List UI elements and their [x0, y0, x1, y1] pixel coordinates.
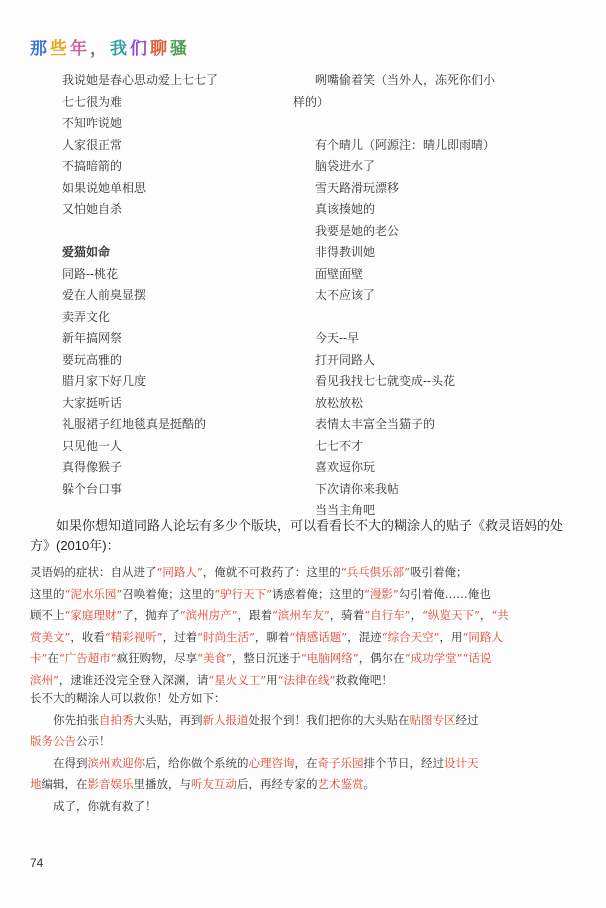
highlighted-forum-name: “美食”: [197, 651, 232, 665]
page-header: [30, 34, 190, 59]
text-segment: 编辑，在: [41, 777, 88, 791]
highlighted-forum-name: 听友互动: [191, 777, 237, 791]
poem-line: 放松放松: [315, 395, 364, 410]
highlighted-forum-name: “纵览天下”: [422, 608, 480, 622]
highlighted-forum-name: 滨州欢迎你: [87, 755, 145, 770]
header-char: 我: [110, 39, 130, 59]
text-segment: 经过: [455, 712, 479, 727]
poem-line: 我要是她的老公: [315, 223, 400, 238]
poem-line: 大家挺听话: [62, 395, 123, 410]
highlighted-forum-name: “广告超市”: [58, 651, 117, 665]
poem-line: 喜欢逗你玩: [315, 460, 376, 474]
highlighted-forum-name: “同路人: [462, 629, 503, 644]
text-segment: 成了，你就有救了！: [30, 798, 157, 813]
poem-line: 我说她是春心思动爱上七七了: [62, 73, 219, 87]
text-segment: 灵语妈的症状：自从进了: [30, 565, 157, 579]
text-segment: 诱惑着俺；这里的: [272, 586, 365, 601]
text-segment: 里播放，与: [133, 777, 191, 791]
header-char: 年: [70, 39, 90, 59]
highlighted-forum-name: “漫影”: [364, 586, 399, 601]
text-segment: 用: [266, 672, 278, 687]
poem-line: 雪天路滑玩漂移: [315, 180, 400, 195]
highlighted-forum-name: “电脑网络”: [300, 651, 359, 665]
highlighted-forum-name: “精彩视听”: [104, 629, 163, 644]
text-segment: ，骑着: [329, 608, 365, 622]
page-number: 74: [30, 856, 44, 870]
text-line: [30, 796, 582, 818]
highlighted-forum-name: “综合天空”: [381, 629, 440, 644]
highlighted-forum-name: “共: [491, 608, 509, 622]
poem-line: 真该揍她的: [315, 202, 376, 216]
poem-line: 如果说她单相思: [62, 180, 147, 195]
highlighted-forum-name: “时尚生活”: [197, 629, 255, 644]
text-line: [30, 753, 582, 775]
text-line: [30, 688, 582, 710]
poem-left-column: [62, 70, 302, 500]
poem-line: 太不应该了: [315, 288, 376, 302]
poem-line: 下次请你来我帖: [315, 481, 400, 496]
text-segment: 了，抛弃了: [122, 608, 180, 622]
poem-line: 当当主角吧: [315, 503, 376, 517]
intro-text: 如果你想知道同路人论坛有多少个版块，可以看看长不大的糊涂人的贴子《救灵语妈的处方》(2010年)：: [30, 518, 564, 553]
prescription-symptoms-block: [30, 562, 582, 691]
poem-line: 脑袋进水了: [315, 159, 376, 173]
intro-paragraph: [30, 516, 580, 556]
poem-line: 七七不才: [315, 438, 364, 453]
text-segment: ，过着: [162, 629, 198, 644]
header-char: 骚: [170, 39, 190, 59]
poem-line: 看见我找七七就变成--头花: [315, 374, 456, 388]
highlighted-forum-name: “滨州房产”: [179, 608, 238, 622]
poem-line: 表情太丰富全当猫子的: [315, 417, 436, 431]
text-segment: 。: [363, 777, 375, 791]
highlighted-forum-name: “法律在线”: [277, 672, 336, 687]
header-char: 那: [30, 39, 50, 59]
header-char: ，: [90, 39, 110, 59]
poem-line: 样的）: [293, 94, 330, 109]
poem-line: 不搞暗箭的: [62, 159, 123, 173]
text-segment: ，: [479, 608, 492, 622]
text-segment: 勾引着俺……俺也: [398, 586, 491, 601]
poem-line: 腊月家下好几度: [62, 374, 147, 388]
poem-line: 只见他一人: [62, 438, 123, 453]
text-line: [30, 584, 582, 606]
highlighted-forum-name: “家庭理财”: [64, 608, 123, 622]
text-segment: ，在: [294, 755, 318, 770]
highlighted-forum-name: “成功学堂”: [404, 651, 463, 665]
poem-line: 打开同路人: [315, 352, 376, 367]
highlighted-forum-name: 滨州”: [30, 672, 59, 687]
highlighted-forum-name: “兵乓俱乐部”: [340, 565, 411, 579]
text-segment: 吸引着俺；: [410, 565, 468, 579]
text-segment: 在得到: [30, 755, 88, 770]
text-line: [30, 605, 582, 627]
poem-line: 不知咋说她: [62, 116, 123, 130]
highlighted-forum-name: “星火义工”: [208, 672, 267, 687]
highlighted-forum-name: “泥水乐园”: [64, 586, 123, 601]
highlighted-forum-name: “自行车”: [364, 608, 411, 622]
poem-line: 卖弄文化: [62, 309, 111, 324]
highlighted-forum-name: 心理咨询: [248, 755, 295, 770]
text-segment: 救救俺吧！: [335, 672, 393, 687]
poem-line: 真得像猴子: [62, 460, 123, 474]
text-segment: 在: [47, 651, 59, 665]
prescription-cure-block: [30, 688, 582, 817]
poem-line: [315, 113, 585, 135]
text-segment: ，收看: [70, 629, 105, 644]
text-line: [30, 731, 582, 753]
highlighted-forum-name: “话说: [462, 651, 492, 665]
poem-line: 新年搞网祭: [62, 331, 123, 345]
text-segment: 排个节日，经过: [363, 755, 444, 770]
poem-line: 要玩高雅的: [62, 352, 123, 367]
text-segment: ，: [410, 608, 423, 622]
highlighted-forum-name: “驴行天下”: [214, 586, 273, 601]
text-line: [30, 710, 582, 732]
poem-right-column: [293, 70, 585, 522]
highlighted-forum-name: 艺术鉴赏: [317, 777, 364, 791]
poem-line: 爱猫如命: [62, 245, 111, 259]
poem-line: 躲个台口事: [62, 481, 123, 496]
poem-line: 礼服裙子红地毯真是挺酷的: [62, 417, 207, 431]
poem-line: [315, 307, 585, 329]
text-segment: ，用: [439, 629, 463, 644]
text-segment: 疯狂购物，尽享: [116, 651, 198, 665]
poem-line: 有个晴儿（阿源注：晴儿即雨晴）: [315, 137, 496, 152]
highlighted-forum-name: 卡”: [30, 651, 48, 665]
text-segment: ，聊着: [254, 629, 290, 644]
text-segment: 长不大的糊涂人可以救你！处方如下：: [30, 691, 226, 705]
highlighted-forum-name: 影音娱乐: [87, 777, 134, 791]
header-char: 们: [130, 39, 150, 59]
text-segment: ，逮谁还没完全登入深渊，请: [58, 672, 209, 687]
text-line: [30, 648, 582, 670]
highlighted-forum-name: “同路人”: [156, 565, 203, 579]
text-segment: 大头贴，再到: [133, 712, 203, 727]
header-char: 些: [50, 39, 70, 59]
text-segment: ，偶尔在: [358, 651, 405, 665]
text-segment: 后，给你做个系统的: [145, 755, 249, 770]
poem-line: 今天--早: [315, 331, 360, 345]
text-segment: ，混迹: [347, 629, 382, 644]
text-segment: 顾不上: [30, 608, 65, 622]
highlighted-forum-name: 设计天: [444, 755, 479, 770]
text-segment: 这里的: [30, 586, 65, 601]
highlighted-forum-name: 版务公告: [30, 734, 76, 748]
highlighted-forum-name: 新人报道: [202, 712, 249, 727]
text-line: [30, 774, 582, 796]
text-segment: ，跟着: [237, 608, 273, 622]
text-segment: 后，再经专家的: [237, 777, 318, 791]
poem-line: 非得教训她: [315, 245, 376, 259]
highlighted-forum-name: 赏美文”: [30, 629, 71, 644]
text-segment: ，整日沉迷于: [231, 651, 301, 665]
text-segment: 处报个到！我们把你的大头贴在: [248, 712, 410, 727]
highlighted-forum-name: “滨州车友”: [272, 608, 330, 622]
poem-line: 咧嘴偷着笑（当外人，冻死你们小: [315, 73, 496, 87]
poem-line: 面壁面壁: [315, 266, 364, 281]
text-segment: ，俺就不可救药了：这里的: [202, 565, 341, 579]
text-segment: 召唤着俺；这里的: [122, 586, 215, 601]
poem-line: 同路--桃花: [62, 266, 119, 281]
highlighted-forum-name: 贴图专区: [409, 712, 456, 727]
header-char: 聊: [150, 39, 170, 59]
highlighted-forum-name: 自拍秀: [99, 712, 134, 727]
poem-line: 七七很为难: [62, 94, 123, 109]
text-segment: 公示！: [76, 734, 111, 748]
text-line: [30, 627, 582, 649]
highlighted-forum-name: “情感话题”: [289, 629, 348, 644]
poem-line: [62, 221, 302, 243]
poem-line: 人家很正常: [62, 137, 123, 152]
poem-line: 又怕她自杀: [62, 202, 123, 216]
highlighted-forum-name: 地: [30, 777, 42, 791]
text-line: [30, 562, 582, 584]
highlighted-forum-name: 奇子乐园: [317, 755, 364, 770]
poem-line: 爱在人前臭显摆: [62, 288, 147, 302]
text-segment: 你先拍张: [30, 712, 99, 727]
